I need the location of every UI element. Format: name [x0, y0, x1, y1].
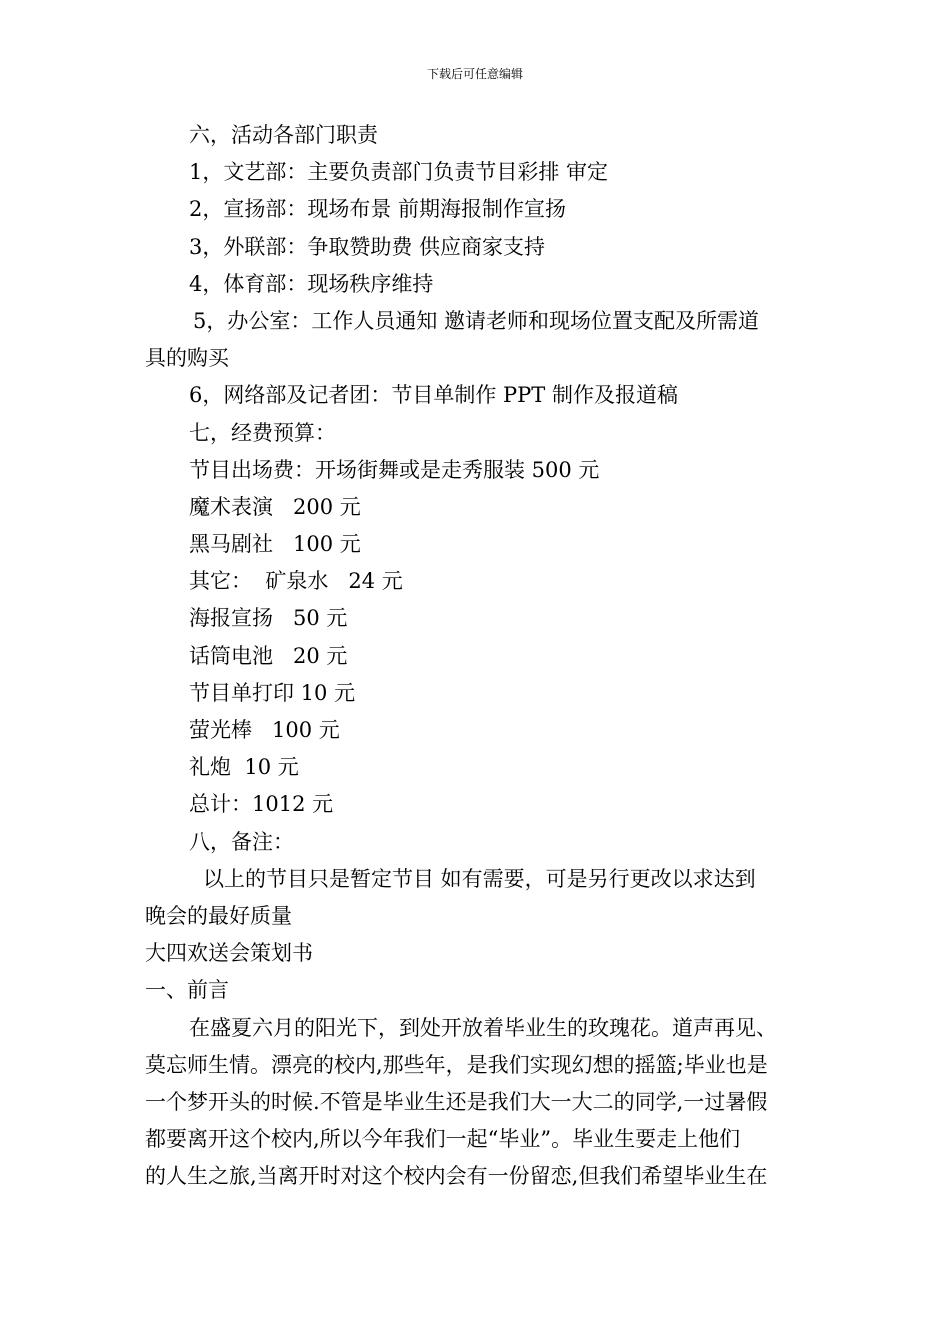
text-line: 在盛夏六月的阳光下，到处开放着毕业生的玫瑰花。道声再见、 — [189, 1015, 777, 1040]
text-line: 海报宣扬 50 元 — [189, 606, 348, 631]
document-body — [145, 117, 810, 1195]
text-line: 以上的节目只是暂定节目 如有需要，可是另行更改以求达到 — [203, 866, 756, 891]
text-line: 萤光棒 100 元 — [189, 718, 340, 742]
text-line: 黑马剧社 100 元 — [189, 532, 361, 557]
text-line: 一个梦开头的时候.不管是毕业生还是我们大一大二的同学,一过暑假 — [145, 1089, 768, 1114]
text-line: 八，备注： — [189, 829, 294, 854]
text-line: 3，外联部：争取赞助费 供应商家支持 — [189, 234, 546, 259]
text-line: 6，网络部及记者团：节目单制作 PPT 制作及报道稿 — [189, 383, 678, 408]
page-header-note: 下载后可任意编辑 — [426, 67, 523, 81]
text-line: 一、前言 — [145, 978, 229, 1003]
text-line: 晚会的最好质量 — [145, 903, 292, 928]
text-line: 4，体育部：现场秩序维持 — [189, 271, 434, 296]
text-line: 具的购买 — [145, 346, 229, 371]
text-line: 礼炮 10 元 — [189, 755, 299, 780]
text-line: 莫忘师生情。漂亮的校内,那些年，是我们实现幻想的摇篮;毕业也是 — [145, 1052, 768, 1077]
text-line: 5，办公室：工作人员通知 邀请老师和现场位置支配及所需道 — [193, 308, 760, 333]
text-line: 节目出场费：开场街舞或是走秀服装 500 元 — [189, 457, 600, 482]
text-line: 其它： 矿泉水 24 元 — [189, 569, 403, 594]
text-line: 六，活动各部门职责 — [189, 123, 378, 147]
text-line: 的人生之旅,当离开时对这个校内会有一份留恋,但我们希望毕业生在 — [145, 1164, 768, 1189]
text-line: 1，文艺部：主要负责部门负责节目彩排 审定 — [189, 160, 609, 185]
text-line: 魔术表演 200 元 — [189, 494, 361, 519]
text-line: 2，宣扬部：现场布景 前期海报制作宣扬 — [189, 197, 567, 222]
text-line: 大四欢送会策划书 — [145, 941, 313, 966]
text-line: 话筒电池 20 元 — [189, 643, 348, 668]
text-line: 都要离开这个校内,所以今年我们一起“毕业”。毕业生要走上他们 — [145, 1127, 741, 1152]
text-line: 七，经费预算： — [189, 420, 336, 445]
text-line: 总计：1012 元 — [189, 792, 334, 817]
text-line: 节目单打印 10 元 — [189, 680, 356, 705]
